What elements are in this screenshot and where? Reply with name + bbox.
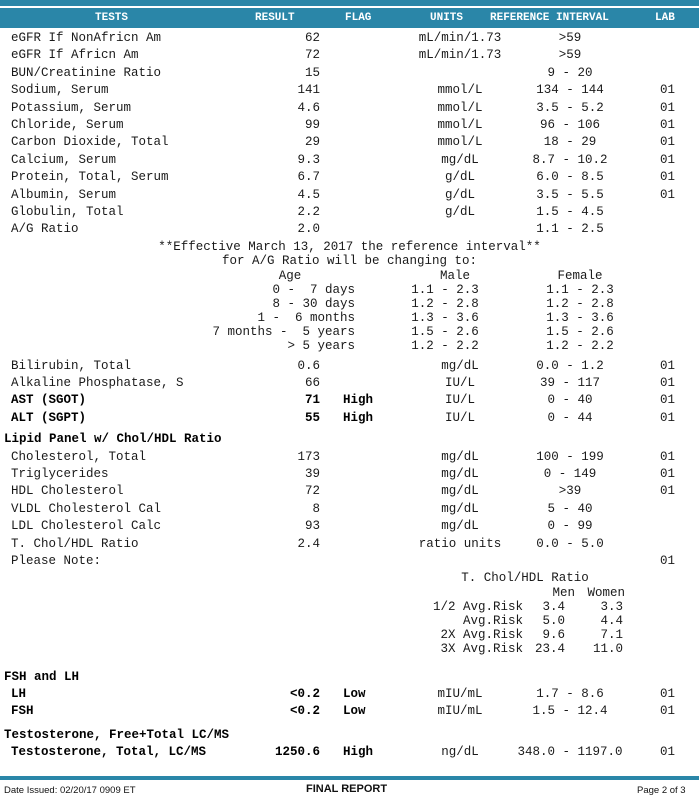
units-value: mg/dL bbox=[441, 449, 479, 464]
units-value: mmol/L bbox=[437, 100, 483, 115]
risk-row bbox=[0, 642, 699, 660]
flag-value: High bbox=[343, 410, 374, 425]
units-value: mL/min/1.73 bbox=[418, 48, 502, 63]
ag-age: > 5 years bbox=[287, 339, 355, 354]
result-value: 2.4 bbox=[297, 536, 320, 551]
test-name: FSH bbox=[11, 704, 34, 719]
units-value: g/dL bbox=[444, 187, 475, 202]
ag-male: 1.2 - 2.8 bbox=[411, 296, 479, 311]
reference-value: 0.0 - 1.2 bbox=[536, 358, 604, 373]
risk-label: 2X Avg.Risk bbox=[440, 628, 523, 642]
lab-value: 01 bbox=[660, 358, 676, 373]
result-value: <0.2 bbox=[289, 704, 320, 719]
header-lab: LAB bbox=[655, 12, 675, 24]
table-row bbox=[0, 450, 699, 468]
result-value: 4.5 bbox=[297, 187, 320, 202]
result-value: 2.2 bbox=[297, 205, 320, 219]
test-name: A/G Ratio bbox=[11, 222, 79, 237]
page-number: Page 2 of 3 bbox=[637, 785, 686, 796]
ag-male: 1.1 - 2.3 bbox=[411, 282, 479, 297]
report-footer bbox=[0, 783, 699, 799]
result-value: 141 bbox=[297, 83, 320, 98]
ag-age: 0 - 7 days bbox=[272, 282, 355, 297]
ag-age: 8 - 30 days bbox=[272, 296, 355, 311]
please-note: Please Note: bbox=[11, 553, 102, 568]
reference-value: 0 - 40 bbox=[547, 393, 593, 408]
test-name: Testosterone, Total, LC/MS bbox=[11, 745, 207, 760]
date-issued: Date Issued: 02/20/17 0909 ET bbox=[4, 785, 136, 796]
reference-value: 5 - 40 bbox=[547, 501, 593, 516]
table-row bbox=[0, 745, 699, 763]
lab-value: 01 bbox=[660, 135, 676, 150]
test-name: LH bbox=[11, 686, 27, 701]
ag-female: 1.2 - 2.8 bbox=[546, 296, 614, 311]
table-row bbox=[0, 205, 699, 223]
ag-male: 1.3 - 3.6 bbox=[411, 310, 479, 325]
units-value: mIU/mL bbox=[437, 704, 483, 719]
footer-title: FINAL REPORT bbox=[306, 783, 388, 795]
test-name: eGFR If NonAfricn Am bbox=[11, 31, 162, 45]
risk-men-header: Men bbox=[552, 585, 575, 600]
test-name: T. Chol/HDL Ratio bbox=[11, 536, 139, 551]
result-value: 93 bbox=[304, 519, 320, 534]
table-row bbox=[0, 537, 699, 555]
flag-value: Low bbox=[343, 686, 366, 701]
units-value: mmol/L bbox=[437, 135, 483, 150]
reference-value: 100 - 199 bbox=[536, 449, 604, 464]
lipid-title: Lipid Panel w/ Chol/HDL Ratio bbox=[4, 432, 222, 447]
table-row bbox=[0, 519, 699, 537]
test-name: Carbon Dioxide, Total bbox=[11, 135, 169, 150]
reference-value: 6.0 - 8.5 bbox=[536, 170, 604, 185]
lab-value: 01 bbox=[660, 100, 676, 115]
reference-value: >59 bbox=[558, 48, 582, 63]
table-row bbox=[0, 467, 699, 485]
table-row bbox=[0, 687, 699, 705]
ag-female: 1.3 - 3.6 bbox=[546, 310, 614, 325]
test-name: Alkaline Phosphatase, S bbox=[11, 375, 184, 390]
test-name: Triglycerides bbox=[11, 466, 109, 481]
result-value: <0.2 bbox=[289, 686, 320, 701]
lab-value: 01 bbox=[660, 704, 676, 719]
risk-women: 4.4 bbox=[600, 613, 623, 628]
units-value: mg/dL bbox=[441, 501, 479, 516]
table-row bbox=[0, 31, 699, 49]
result-value: 2.0 bbox=[297, 222, 320, 237]
lab-value: 01 bbox=[660, 449, 676, 464]
ag-female: 1.5 - 2.6 bbox=[546, 325, 614, 339]
units-value: mIU/mL bbox=[437, 686, 483, 701]
test-name: Albumin, Serum bbox=[11, 187, 117, 202]
header-tests: TESTS bbox=[95, 12, 129, 24]
units-value: mg/dL bbox=[441, 152, 479, 167]
reference-value: 3.5 - 5.5 bbox=[536, 187, 604, 202]
reference-value: 348.0 - 1197.0 bbox=[517, 745, 623, 760]
reference-value: 0 - 44 bbox=[547, 410, 593, 425]
table-row bbox=[0, 170, 699, 188]
risk-label: 1/2 Avg.Risk bbox=[432, 599, 523, 614]
header-flag: FLAG bbox=[345, 12, 372, 24]
risk-men: 9.6 bbox=[542, 628, 565, 642]
reference-value: 9 - 20 bbox=[547, 65, 593, 80]
reference-value: 134 - 144 bbox=[536, 83, 604, 98]
reference-value: 0 - 149 bbox=[543, 466, 597, 481]
units-value: IU/L bbox=[444, 410, 475, 425]
reference-value: 3.5 - 5.2 bbox=[536, 100, 604, 115]
ag-age: 1 - 6 months bbox=[257, 310, 355, 325]
units-value: mmol/L bbox=[437, 118, 483, 132]
please-note-lab: 01 bbox=[660, 553, 676, 568]
reference-value: 96 - 106 bbox=[539, 118, 600, 132]
units-value: ratio units bbox=[418, 536, 502, 551]
ag-col-female: Female bbox=[557, 268, 603, 283]
reference-value: 1.5 - 4.5 bbox=[536, 205, 604, 219]
table-row bbox=[0, 48, 699, 66]
test-name: LDL Cholesterol Calc bbox=[11, 519, 162, 534]
reference-value: >59 bbox=[558, 31, 582, 45]
test-name: Globulin, Total bbox=[11, 205, 124, 219]
units-value: g/dL bbox=[444, 170, 475, 185]
test-name: Potassium, Serum bbox=[11, 100, 132, 115]
risk-men: 23.4 bbox=[534, 642, 565, 657]
risk-label: Avg.Risk bbox=[462, 613, 523, 628]
lab-value: 01 bbox=[660, 170, 676, 185]
risk-title: T. Chol/HDL Ratio bbox=[461, 571, 589, 586]
section-title bbox=[0, 728, 699, 746]
test-name: ALT (SGPT) bbox=[11, 410, 87, 425]
flag-value: Low bbox=[343, 704, 366, 719]
risk-women: 11.0 bbox=[592, 642, 623, 657]
reference-value: 1.1 - 2.5 bbox=[536, 222, 604, 237]
lab-value: 01 bbox=[660, 484, 676, 499]
result-value: 66 bbox=[304, 375, 320, 390]
ag-age: 7 months - 5 years bbox=[212, 325, 355, 339]
result-value: 71 bbox=[304, 393, 320, 408]
section-title bbox=[0, 670, 699, 688]
lab-value: 01 bbox=[660, 686, 676, 701]
test-name: Protein, Total, Serum bbox=[11, 170, 169, 185]
units-value: mg/dL bbox=[441, 358, 479, 373]
risk-women: 3.3 bbox=[600, 599, 623, 614]
table-row bbox=[0, 359, 699, 377]
flag-value: High bbox=[343, 745, 374, 760]
risk-men: 3.4 bbox=[542, 599, 565, 614]
lab-value: 01 bbox=[660, 152, 676, 167]
header-units: UNITS bbox=[430, 12, 464, 24]
reference-value: 18 - 29 bbox=[543, 135, 597, 150]
result-value: 1250.6 bbox=[274, 745, 320, 760]
result-value: 99 bbox=[304, 118, 320, 132]
table-row bbox=[0, 135, 699, 153]
ag-male: 1.2 - 2.2 bbox=[411, 339, 479, 354]
test-name: Sodium, Serum bbox=[11, 83, 109, 98]
units-value: mmol/L bbox=[437, 83, 483, 98]
lab-value: 01 bbox=[660, 745, 676, 760]
table-row bbox=[0, 153, 699, 171]
please-note-line bbox=[0, 554, 699, 572]
test-name: eGFR If Africn Am bbox=[11, 48, 139, 63]
lab-value: 01 bbox=[660, 410, 676, 425]
ag-female: 1.1 - 2.3 bbox=[546, 282, 614, 297]
ag-col-age: Age bbox=[278, 268, 302, 283]
table-row bbox=[0, 83, 699, 101]
lab-value: 01 bbox=[660, 118, 676, 132]
reference-value: 1.5 - 12.4 bbox=[532, 704, 608, 719]
units-value: IU/L bbox=[444, 393, 475, 408]
test-name: Chloride, Serum bbox=[11, 118, 124, 132]
result-value: 6.7 bbox=[297, 170, 320, 185]
result-value: 72 bbox=[304, 484, 320, 499]
units-value: IU/L bbox=[444, 375, 475, 390]
reference-value: 39 - 117 bbox=[539, 375, 600, 390]
test-name: HDL Cholesterol bbox=[11, 484, 124, 499]
table-row bbox=[0, 188, 699, 206]
header-result: RESULT bbox=[255, 12, 295, 24]
risk-men: 5.0 bbox=[542, 613, 565, 628]
result-value: 39 bbox=[304, 466, 320, 481]
table-row bbox=[0, 222, 699, 240]
top-accent-bar bbox=[0, 0, 699, 6]
ag-female: 1.2 - 2.2 bbox=[546, 339, 614, 354]
ag-note-line2: for A/G Ratio will be changing to: bbox=[221, 254, 478, 269]
result-value: 4.6 bbox=[297, 100, 320, 115]
fsh-title: FSH and LH bbox=[4, 669, 80, 684]
test-name: BUN/Creatinine Ratio bbox=[11, 65, 162, 80]
test-name: AST (SGOT) bbox=[11, 393, 87, 408]
table-row bbox=[0, 484, 699, 502]
table-row bbox=[0, 393, 699, 411]
units-value: mg/dL bbox=[441, 519, 479, 534]
result-value: 9.3 bbox=[297, 152, 320, 167]
reference-value: >39 bbox=[558, 484, 582, 499]
lab-value: 01 bbox=[660, 466, 676, 481]
table-row bbox=[0, 101, 699, 119]
risk-label: 3X Avg.Risk bbox=[440, 642, 523, 657]
ag-note-line1: **Effective March 13, 2017 the reference interval** bbox=[158, 239, 541, 254]
test-name: VLDL Cholesterol Cal bbox=[11, 501, 162, 516]
table-row bbox=[0, 704, 699, 722]
result-value: 55 bbox=[304, 410, 320, 425]
units-value: mg/dL bbox=[441, 466, 479, 481]
lab-value: 01 bbox=[660, 187, 676, 202]
units-value: mL/min/1.73 bbox=[418, 31, 502, 45]
test-name: Calcium, Serum bbox=[11, 152, 117, 167]
footer-rule bbox=[0, 776, 699, 780]
test-name: Bilirubin, Total bbox=[11, 358, 132, 373]
reference-value: 1.7 - 8.6 bbox=[536, 686, 604, 701]
reference-value: 8.7 - 10.2 bbox=[532, 152, 608, 167]
result-value: 0.6 bbox=[297, 358, 320, 373]
section-title bbox=[0, 432, 699, 450]
header-reference: REFERENCE INTERVAL bbox=[490, 12, 609, 24]
result-value: 173 bbox=[297, 449, 320, 464]
table-row bbox=[0, 376, 699, 394]
lab-value: 01 bbox=[660, 83, 676, 98]
result-value: 15 bbox=[304, 65, 320, 80]
lab-value: 01 bbox=[660, 375, 676, 390]
table-header bbox=[0, 8, 699, 28]
reference-value: 0.0 - 5.0 bbox=[536, 536, 604, 551]
units-value: mg/dL bbox=[441, 484, 479, 499]
table-row bbox=[0, 118, 699, 136]
test-name: Cholesterol, Total bbox=[11, 449, 147, 464]
result-value: 29 bbox=[304, 135, 320, 150]
ag-col-male: Male bbox=[439, 268, 470, 283]
table-row bbox=[0, 411, 699, 429]
table-row bbox=[0, 66, 699, 84]
units-value: ng/dL bbox=[441, 745, 479, 760]
flag-value: High bbox=[343, 393, 374, 408]
result-value: 72 bbox=[304, 48, 320, 63]
testo-title: Testosterone, Free+Total LC/MS bbox=[4, 727, 230, 742]
units-value: g/dL bbox=[444, 205, 475, 219]
risk-women: 7.1 bbox=[600, 628, 623, 642]
table-row bbox=[0, 502, 699, 520]
lab-value: 01 bbox=[660, 393, 676, 408]
ag-note-row bbox=[0, 339, 699, 357]
result-value: 62 bbox=[304, 31, 320, 45]
result-value: 8 bbox=[312, 501, 320, 516]
reference-value: 0 - 99 bbox=[547, 519, 593, 534]
ag-male: 1.5 - 2.6 bbox=[411, 325, 479, 339]
risk-women-header: Women bbox=[587, 585, 625, 600]
